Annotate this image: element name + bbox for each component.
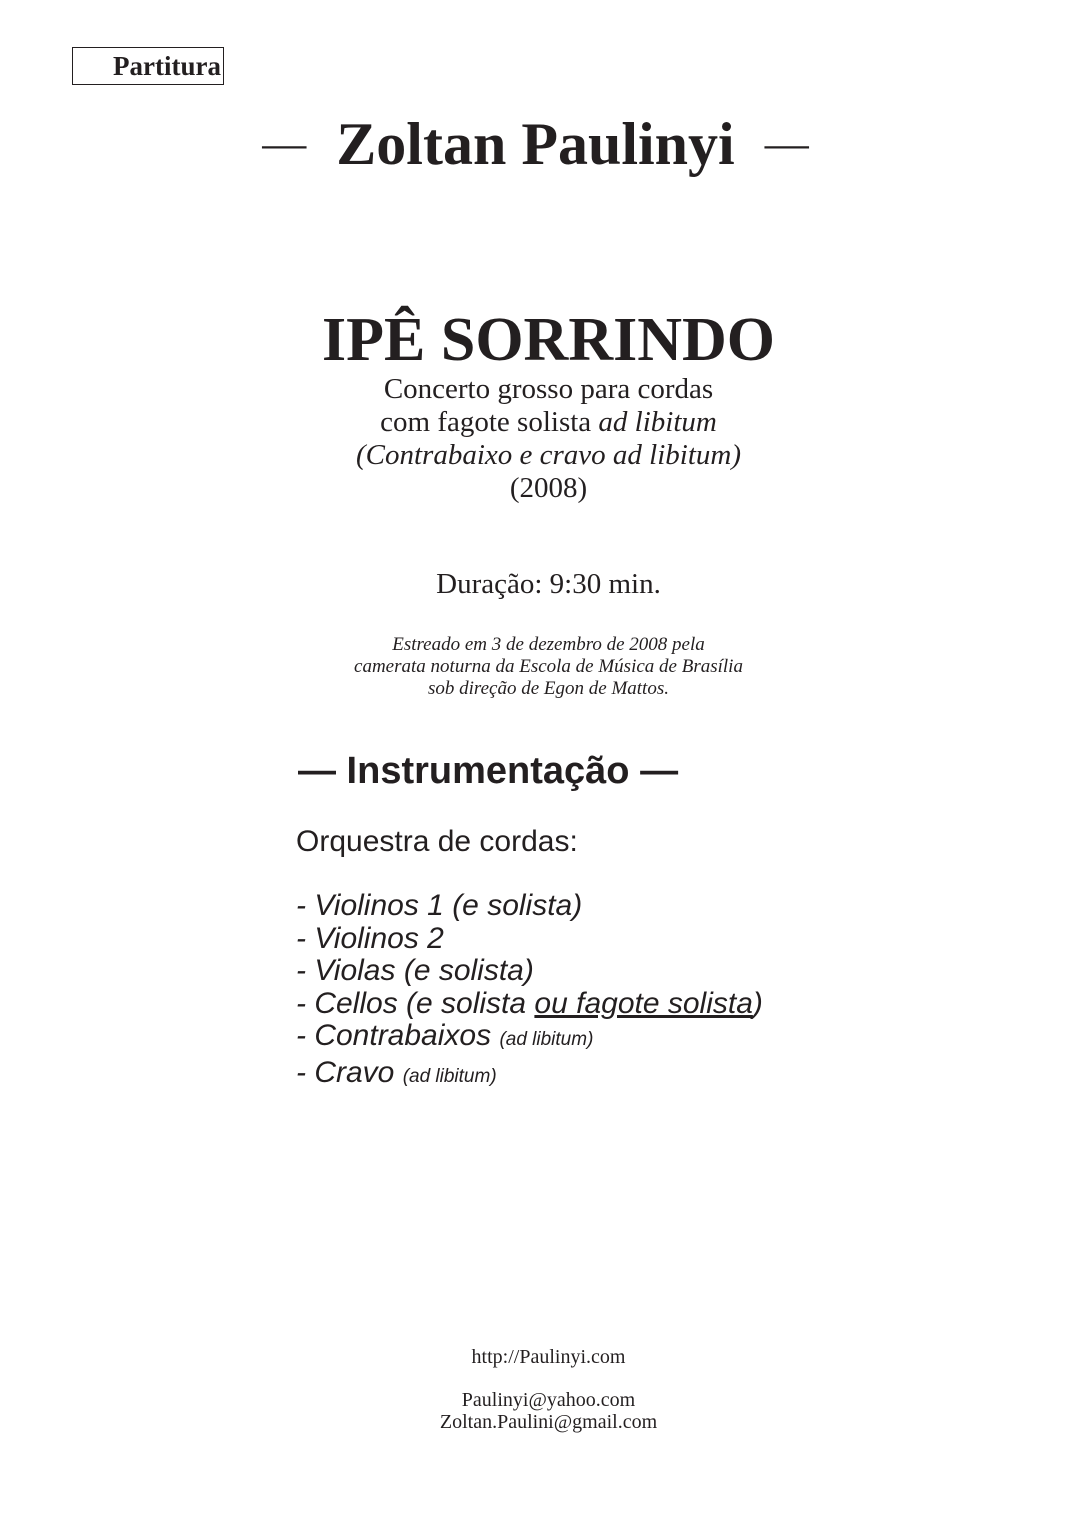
subtitle-line-2 xyxy=(0,406,1071,439)
email-link[interactable]: Zoltan.Paulini@gmail.com xyxy=(439,1411,658,1433)
work-subtitle xyxy=(0,373,1071,505)
email-link[interactable]: Paulinyi@yahoo.com xyxy=(461,1389,636,1411)
work-year: (2008) xyxy=(509,472,588,504)
subtitle-line-2-text: com fagote solista xyxy=(380,406,599,438)
composer-name: Zoltan Paulinyi xyxy=(336,111,735,177)
instrument-item-note: (ad libitum) xyxy=(499,1029,594,1051)
instrument-item-text: - Violinos 1 (e solista) xyxy=(296,889,583,922)
instrument-item xyxy=(296,1057,763,1094)
instrument-item-note: (ad libitum) xyxy=(402,1065,497,1087)
instrument-item-text: - Cravo xyxy=(296,1055,403,1089)
duration: Duração: 9:30 min. xyxy=(436,568,661,600)
instrument-item-text: - Violas (e solista) xyxy=(296,954,534,988)
subtitle-line-1: Concerto grosso para cordas xyxy=(383,373,714,405)
instrument-item-text: - Contrabaixos xyxy=(296,1019,500,1053)
instrument-item xyxy=(296,955,763,988)
instrument-item-underlined: ou fagote solista xyxy=(534,986,753,1020)
instrument-item xyxy=(296,988,763,1021)
instrument-item xyxy=(296,1020,763,1057)
subtitle-line-3-italic: (Contrabaixo e cravo ad libitum) xyxy=(355,439,741,471)
instrument-item-closing: ) xyxy=(752,986,763,1020)
website-link[interactable]: http://Paulinyi.com xyxy=(471,1346,626,1368)
composer-header xyxy=(0,108,1071,180)
instrument-item-text: - Cellos (e solista xyxy=(296,986,535,1020)
instrumentation-heading: — Instrumentação — xyxy=(298,750,679,792)
premiere-line-3: sob direção de Egon de Mattos. xyxy=(428,678,669,699)
instrument-item-text: - Violinos 2 xyxy=(296,921,444,955)
premiere-note xyxy=(0,634,1071,700)
subtitle-line-3 xyxy=(0,439,1071,472)
document-label: Partitura xyxy=(113,51,221,81)
composer-dash-right: — xyxy=(764,119,809,168)
instrument-list xyxy=(296,890,763,1094)
subtitle-line-2-italic: ad libitum xyxy=(598,406,717,438)
composer-dash-left: — xyxy=(262,119,307,168)
premiere-line-1: Estreado em 3 de dezembro de 2008 pela xyxy=(392,634,705,655)
orchestra-label: Orquestra de cordas: xyxy=(296,825,578,858)
contact-emails xyxy=(0,1389,1071,1433)
document-label-box xyxy=(72,47,224,85)
instrument-item xyxy=(296,890,763,923)
work-title: IPÊ SORRINDO xyxy=(321,306,775,374)
instrument-item xyxy=(296,923,763,956)
premiere-line-2: camerata noturna da Escola de Música de Brasília xyxy=(354,656,743,677)
